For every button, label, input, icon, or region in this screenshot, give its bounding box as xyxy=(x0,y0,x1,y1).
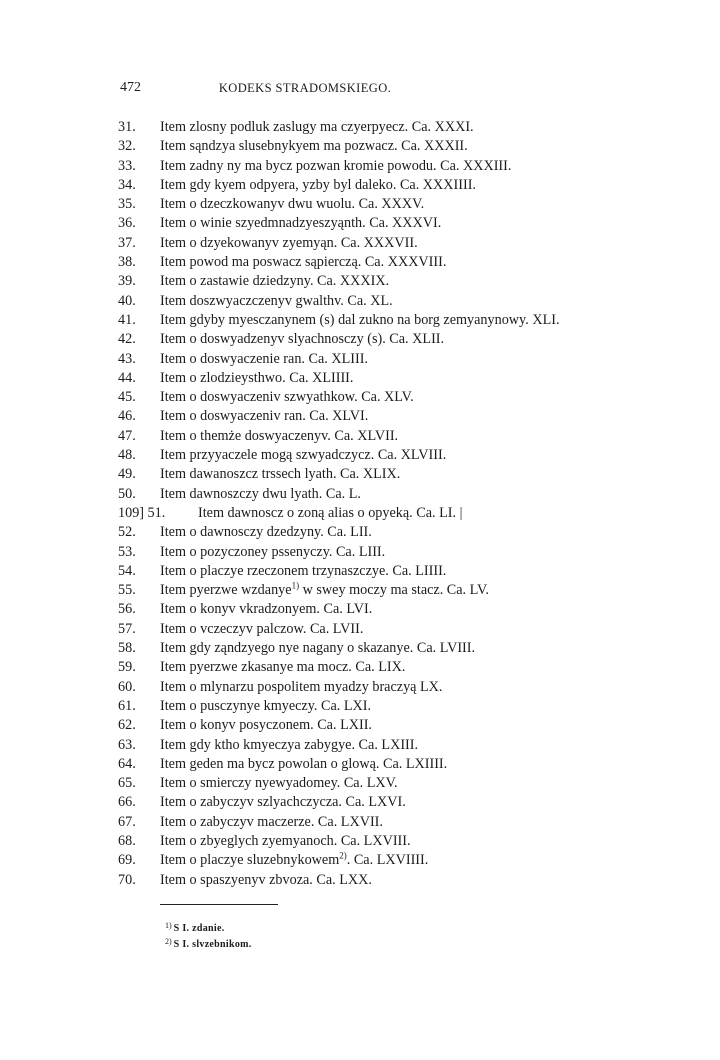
entry-text xyxy=(160,234,418,253)
entry-text-main: Item o zlodzieysthwo. Ca. XLIIII. xyxy=(160,369,354,386)
list-item xyxy=(118,736,678,755)
list-item xyxy=(118,214,678,233)
running-title: KODEKS STRADOMSKIEGO. xyxy=(218,81,392,95)
list-item xyxy=(118,369,678,388)
entry-text xyxy=(160,446,446,465)
entry-text-main: Item o dzyekowanyv zyemyąn. Ca. XXXVII. xyxy=(160,234,418,251)
entry-text xyxy=(160,485,361,504)
entry-text-main: Item powod ma poswacz sąpierczą. Ca. XXXVIII. xyxy=(160,254,447,271)
entry-text xyxy=(160,716,372,735)
entry-text-main: Item o konyv vkradzonyem. Ca. LVI. xyxy=(160,601,373,618)
footnote-rule xyxy=(160,904,278,905)
entry-text xyxy=(160,600,372,619)
list-item xyxy=(118,137,678,156)
entry-number: 67. xyxy=(118,813,136,830)
entry-number: 42. xyxy=(118,331,136,348)
entry-text xyxy=(160,388,414,407)
footnote xyxy=(165,934,252,950)
list-item xyxy=(118,620,678,639)
entry-text xyxy=(160,851,428,870)
list-item xyxy=(118,311,678,330)
list-item xyxy=(118,118,678,137)
list-item xyxy=(118,504,678,523)
entry-number: 68. xyxy=(118,832,136,849)
entry-list xyxy=(118,118,678,890)
list-item xyxy=(118,446,678,465)
entry-number: 63. xyxy=(118,736,136,753)
entry-text-main: Item o doswyaczeniv ran. Ca. XLVI. xyxy=(160,408,369,425)
entry-text-main: Item o vczeczyv palczow. Ca. LVII. xyxy=(160,620,364,637)
entry-number: 35. xyxy=(118,196,136,213)
entry-text-main: Item gdyby myesczanynem (s) dal zukno na borg zemyanynowy. XLI. xyxy=(160,311,560,328)
entry-text xyxy=(160,697,371,716)
entry-number: 60. xyxy=(118,678,136,695)
entry-number: 53. xyxy=(118,543,136,560)
entry-text-main: Item o konyv posyczonem. Ca. LXII. xyxy=(160,717,372,734)
entry-text xyxy=(160,272,389,291)
entry-number: 31. xyxy=(118,119,136,135)
footnote-marker: 1) xyxy=(291,580,300,591)
list-item xyxy=(118,157,678,176)
entry-number: 109] 51. xyxy=(118,504,166,521)
entry-text-main: Item o pozyczoney pssenyczy. Ca. LIII. xyxy=(160,543,386,560)
entry-number: 41. xyxy=(118,311,136,328)
list-item xyxy=(118,793,678,812)
entry-text-main: Item o mlynarzu pospolitem myadzy braczyą LX. xyxy=(160,678,443,695)
entry-text-main: Item o dawnosczy dzedzyny. Ca. LII. xyxy=(160,524,372,541)
footnote-ref: 1) xyxy=(165,921,172,930)
entry-text-main: Item o pusczynye kmyeczy. Ca. LXI. xyxy=(160,697,372,714)
entry-text-main: Item o zabyczyv szlyachczycza. Ca. LXVI. xyxy=(160,794,406,811)
list-item xyxy=(118,851,678,870)
entry-text xyxy=(160,137,468,156)
list-item xyxy=(118,600,678,619)
entry-number: 59. xyxy=(118,659,136,676)
entry-text xyxy=(160,253,446,272)
entry-text-continued: . Ca. LXVIIII. xyxy=(346,852,429,869)
entry-number: 39. xyxy=(118,273,136,290)
entry-number: 44. xyxy=(118,369,136,386)
entry-number: 57. xyxy=(118,620,136,637)
entry-text-main: Item o zbyeglych zyemyanoch. Ca. LXVIII. xyxy=(160,832,411,849)
list-item xyxy=(118,465,678,484)
list-item xyxy=(118,639,678,658)
footnotes xyxy=(165,918,252,950)
entry-text-main: Item gdy ząndzyego nye nagany o skazanye. Ca. LVIII. xyxy=(160,640,476,657)
entry-number: 61. xyxy=(118,697,136,714)
entry-text-main: Item o themże doswyaczenyv. Ca. XLVII. xyxy=(160,427,399,444)
entry-text xyxy=(160,736,418,755)
entry-text-main: Item dawanoszcz trssech lyath. Ca. XLIX. xyxy=(160,466,401,483)
entry-text xyxy=(160,755,447,774)
entry-text xyxy=(160,813,383,832)
entry-number: 58. xyxy=(118,640,136,657)
list-item xyxy=(118,388,678,407)
list-item xyxy=(118,581,678,600)
list-item xyxy=(118,253,678,272)
footnote xyxy=(165,918,252,934)
entry-number: 34. xyxy=(118,176,136,193)
entry-text-main: Item sąndzya slusebnykyem ma pozwacz. Ca. XXXII. xyxy=(160,138,468,155)
entry-text-main: Item o spaszyenyv zbvoza. Ca. LXX. xyxy=(160,871,372,888)
entry-text xyxy=(160,118,474,137)
list-item xyxy=(118,292,678,311)
list-item xyxy=(118,658,678,677)
entry-text-main: Item przyyaczele mogą szwyadczycz. Ca. XLVIII. xyxy=(160,447,447,464)
entry-text xyxy=(160,330,444,349)
entry-text xyxy=(160,157,511,176)
entry-text xyxy=(160,832,411,851)
entry-text-main: Item o doswyaczenie ran. Ca. XLIII. xyxy=(160,350,368,367)
entry-text xyxy=(160,311,560,330)
footnote-marker: 2) xyxy=(339,850,347,861)
entry-number: 37. xyxy=(118,234,136,251)
list-item xyxy=(118,330,678,349)
list-item xyxy=(118,427,678,446)
entry-number: 43. xyxy=(118,350,136,367)
entry-text-main: Item dawnoscz o zoną alias o opyeką. Ca. LI. | xyxy=(198,504,463,521)
entry-number: 69. xyxy=(118,852,136,869)
entry-text-main: Item zadny ny ma bycz pozwan kromie powodu. Ca. XXXIII. xyxy=(160,157,512,174)
entry-number: 54. xyxy=(118,562,136,579)
page-header xyxy=(120,80,490,100)
list-item xyxy=(118,350,678,369)
list-item xyxy=(118,234,678,253)
entry-number: 38. xyxy=(118,254,136,271)
entry-text xyxy=(160,292,393,311)
entry-number: 52. xyxy=(118,524,136,541)
entry-text-continued: w swey moczy ma stacz. Ca. LV. xyxy=(299,582,489,599)
entry-text xyxy=(160,369,353,388)
entry-number: 47. xyxy=(118,427,136,444)
entry-text xyxy=(160,350,368,369)
list-item xyxy=(118,195,678,214)
list-item xyxy=(118,774,678,793)
list-item xyxy=(118,485,678,504)
entry-text xyxy=(160,195,424,214)
entry-text xyxy=(160,774,398,793)
entry-number: 48. xyxy=(118,447,136,464)
footnote-text: S I. zdanie. xyxy=(173,923,225,934)
entry-text xyxy=(160,581,489,600)
list-item xyxy=(118,871,678,890)
entry-number: 65. xyxy=(118,775,136,792)
list-item xyxy=(118,697,678,716)
entry-text-main: Item o smierczy nyewyadomey. Ca. LXV. xyxy=(160,775,398,792)
footnote-text: S I. slvzebnikom. xyxy=(173,939,252,950)
list-item xyxy=(118,523,678,542)
entry-text-main: Item pyerzwe zkasanye ma mocz. Ca. LIX. xyxy=(160,659,406,676)
list-item xyxy=(118,755,678,774)
entry-number: 32. xyxy=(118,138,136,155)
entry-text xyxy=(160,427,398,446)
entry-text xyxy=(160,678,442,697)
list-item xyxy=(118,562,678,581)
entry-text xyxy=(160,793,406,812)
entry-number: 55. xyxy=(118,582,136,599)
entry-number: 70. xyxy=(118,871,136,888)
entry-text xyxy=(160,214,441,233)
entry-text-main: Item o placzye sluzebnykowem xyxy=(160,852,340,869)
entry-text xyxy=(160,562,446,581)
entry-text-main: Item doszwyaczczenyv gwalthv. Ca. XL. xyxy=(160,292,393,309)
entry-text-main: Item pyerzwe wzdanye xyxy=(160,582,292,599)
entry-text-main: Item o doswyadzenyv slyachnosczy (s). Ca. XLII. xyxy=(160,331,445,348)
entry-number: 66. xyxy=(118,794,136,811)
entry-text xyxy=(160,871,372,890)
entry-text-main: Item gdy ktho kmyeczya zabygye. Ca. LXIII. xyxy=(160,736,419,753)
entry-text-main: Item geden ma bycz powolan o glową. Ca. LXIIII. xyxy=(160,755,448,772)
entry-text-main: Item o dzeczkowanyv dwu wuolu. Ca. XXXV. xyxy=(160,196,425,213)
list-item xyxy=(118,543,678,562)
entry-text-main: Item o doswyaczeniv szwyathkow. Ca. XLV. xyxy=(160,389,414,406)
entry-text-main: Item o zabyczyv maczerze. Ca. LXVII. xyxy=(160,813,383,830)
entry-text xyxy=(160,465,400,484)
entry-text xyxy=(160,620,363,639)
entry-text-main: Item o placzye rzeczonem trzynaszczye. Ca. LIIII. xyxy=(160,562,447,579)
entry-text-main: Item o zastawie dziedzyny. Ca. XXXIX. xyxy=(160,273,390,290)
entry-number: 33. xyxy=(118,157,136,174)
entry-number: 36. xyxy=(118,215,136,232)
list-item xyxy=(118,716,678,735)
entry-number: 45. xyxy=(118,389,136,406)
entry-text xyxy=(160,407,368,426)
list-item xyxy=(118,832,678,851)
list-item xyxy=(118,176,678,195)
entry-number: 64. xyxy=(118,755,136,772)
entry-number: 50. xyxy=(118,485,136,502)
footnote-ref: 2) xyxy=(165,937,172,946)
entry-number: 40. xyxy=(118,292,136,309)
list-item xyxy=(118,272,678,291)
entry-text-main: Item o winie szyedmnadzyeszyąnth. Ca. XXXVI. xyxy=(160,215,442,232)
entry-number: 49. xyxy=(118,466,136,483)
entry-text xyxy=(160,176,476,195)
page-number: 472 xyxy=(120,80,141,95)
entry-number: 46. xyxy=(118,408,136,425)
entry-text-main: Item dawnoszczy dwu lyath. Ca. L. xyxy=(160,485,361,502)
entry-text-main: Item gdy kyem odpyera, yzby byl daleko. Ca. XXXIIII. xyxy=(160,176,476,193)
entry-text xyxy=(160,639,475,658)
list-item xyxy=(118,678,678,697)
list-item xyxy=(118,407,678,426)
entry-number: 62. xyxy=(118,717,136,734)
entry-text xyxy=(160,523,372,542)
entry-number: 56. xyxy=(118,601,136,618)
entry-text xyxy=(160,543,385,562)
entry-text xyxy=(198,504,462,523)
list-item xyxy=(118,813,678,832)
entry-text xyxy=(160,658,405,677)
entry-text-main: Item zlosny podluk zaslugy ma czyerpyecz. Ca. XXXI. xyxy=(160,119,474,135)
